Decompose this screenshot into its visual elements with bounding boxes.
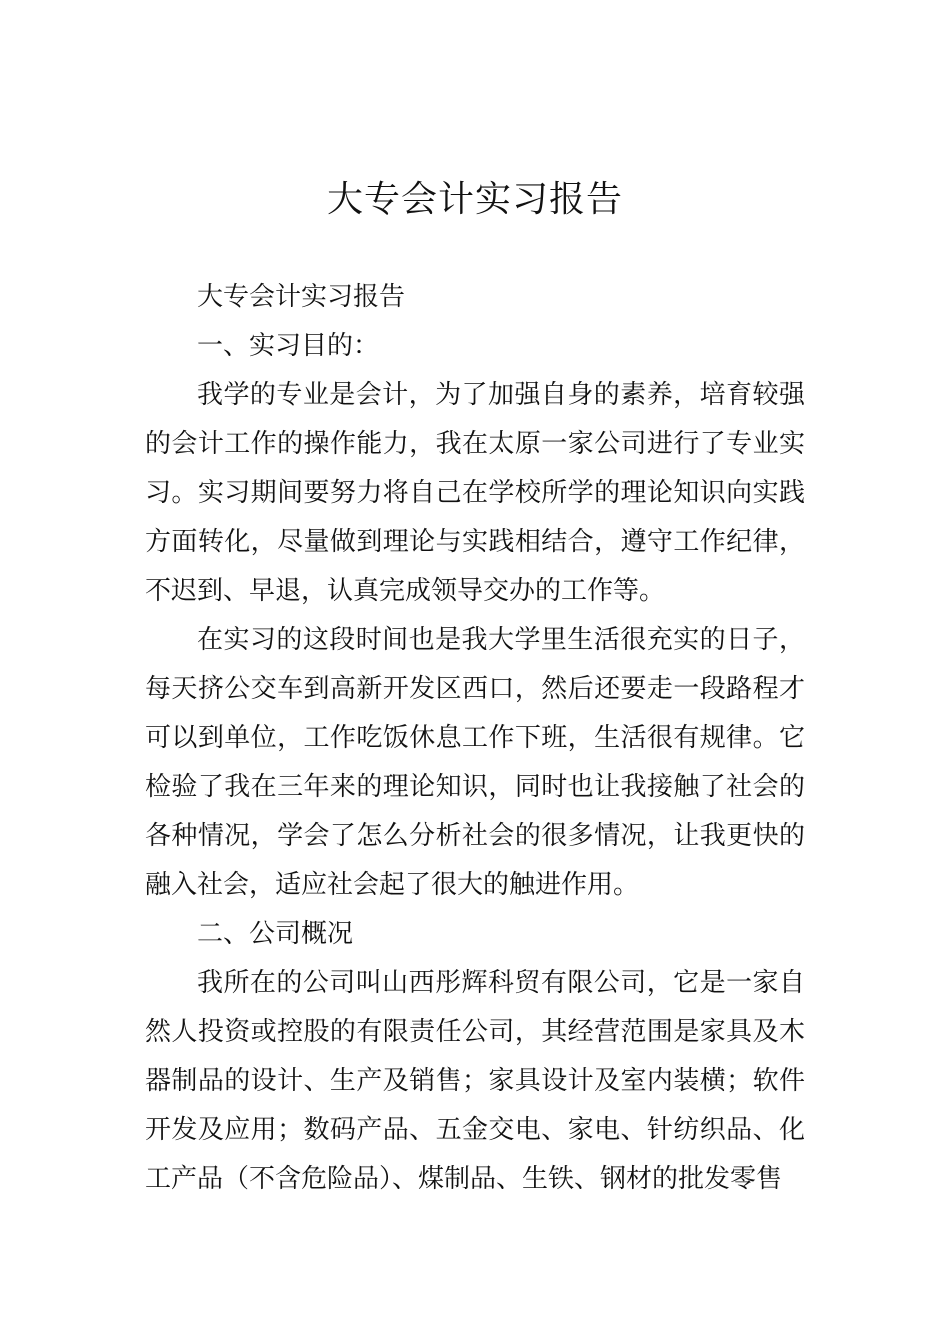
body-subtitle: 大专会计实习报告	[197, 282, 406, 312]
section-heading-purpose: 一、实习目的：	[197, 331, 380, 361]
section-heading-company: 二、公司概况	[197, 919, 354, 949]
document-body	[145, 273, 805, 1204]
paragraph-purpose: 我学的专业是会计，为了加强自身的素养，培育较强的会计工作的操作能力，我在太原一家公司进行了专业实习。实习期间要努力将自己在学校所学的理论知识向实践方面转化，尽量做到理论与实践相结合，遵守工作纪律，不迟到、早退，认真完成领导交办的工作等。	[145, 380, 805, 606]
paragraph-company: 我所在的公司叫山西彤辉科贸有限公司，它是一家自然人投资或控股的有限责任公司，其经营范围是家具及木器制品的设计、生产及销售；家具设计及室内装横；软件开发及应用；数码产品、五金交电、家电、针纺织品、化工产品（不含危险品）、煤制品、生铁、钢材的批发零售	[145, 968, 805, 1194]
document-title: 大专会计实习报告	[326, 179, 623, 220]
paragraph-experience: 在实习的这段时间也是我大学里生活很充实的日子，每天挤公交车到高新开发区西口，然后还要走一段路程才可以到单位，工作吃饭休息工作下班，生活很有规律。它检验了我在三年来的理论知识，同时也让我接触了社会的各种情况，学会了怎么分析社会的很多情况，让我更快的融入社会，适应社会起了很大的触进作用。	[145, 625, 805, 900]
